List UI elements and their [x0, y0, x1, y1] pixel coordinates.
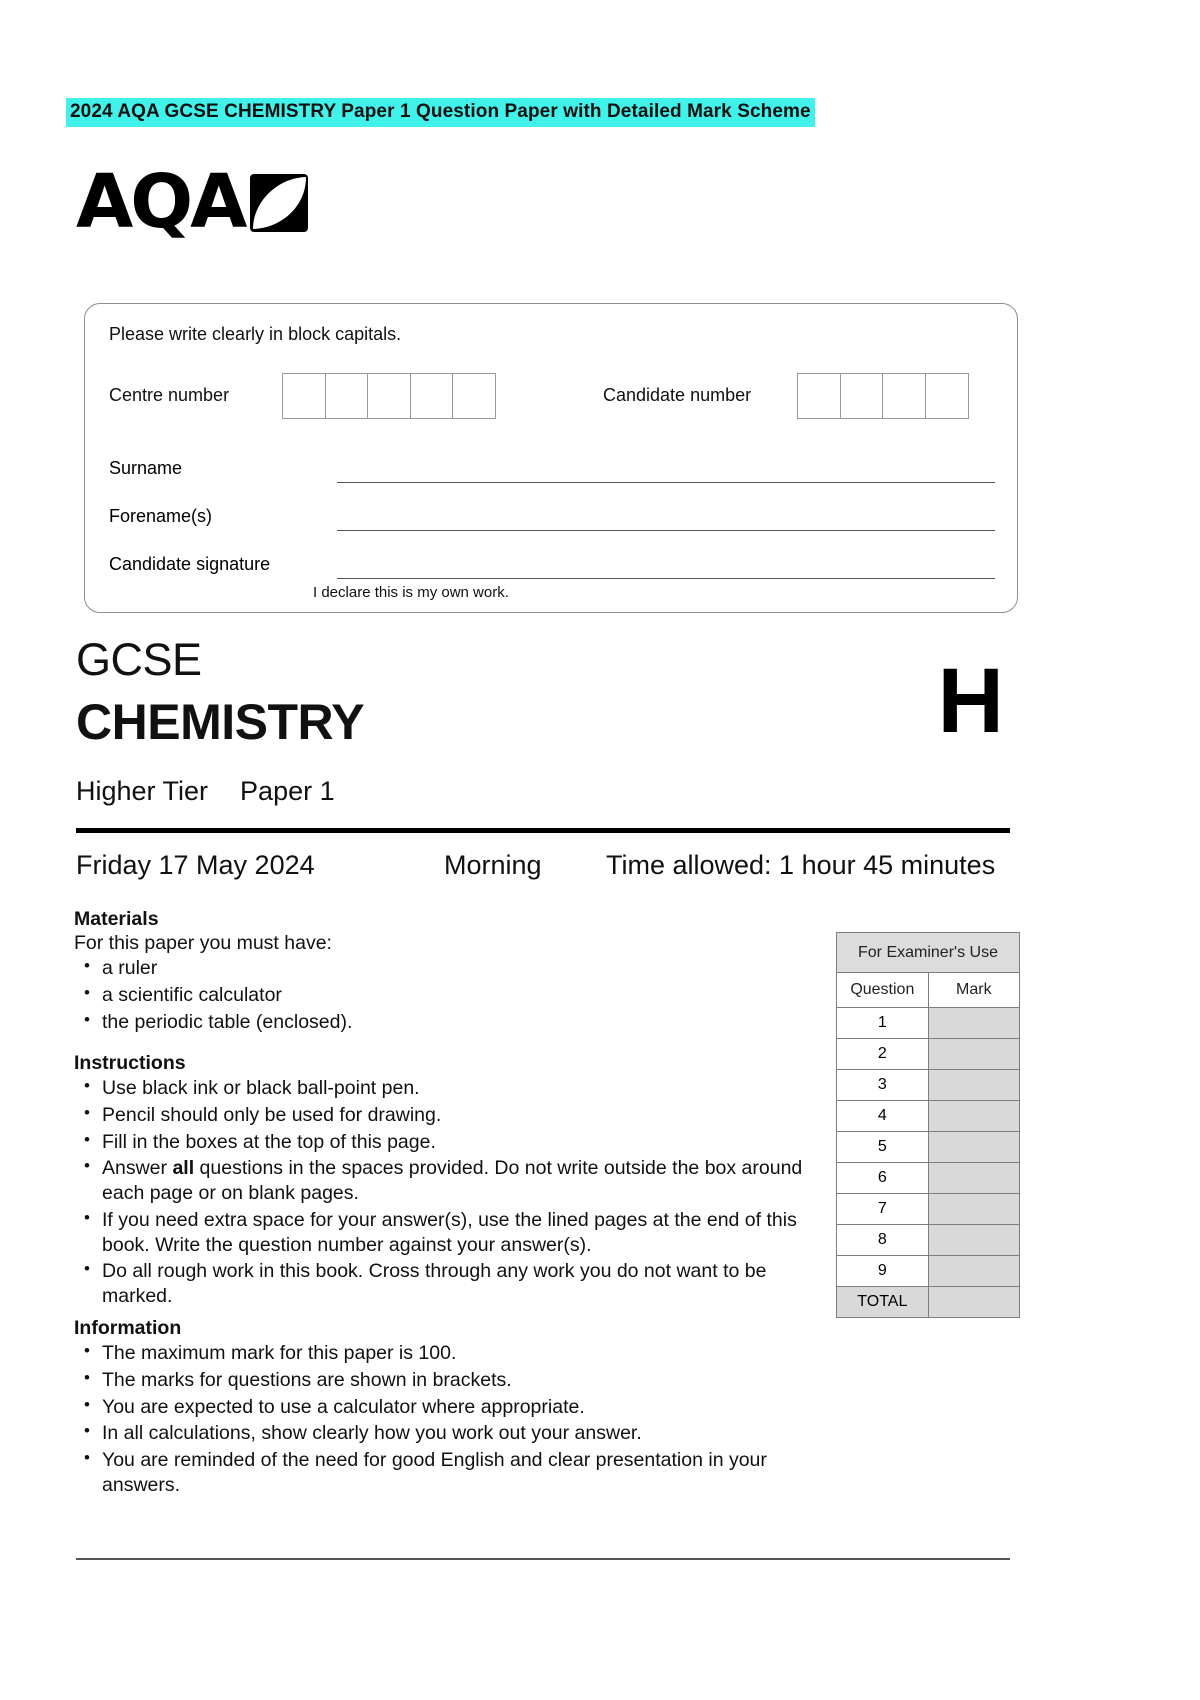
centre-number-char-5[interactable] — [452, 373, 496, 419]
question-number: 2 — [837, 1039, 929, 1070]
table-row — [837, 1008, 1020, 1039]
information-heading: Information — [74, 1317, 182, 1339]
list-item: • If you need extra space for your answer(s), use the lined pages at the end of this book. Write the question number against your answer(s). — [74, 1208, 804, 1258]
exam-time-allowed: Time allowed: 1 hour 45 minutes — [606, 850, 996, 880]
forenames-input-line[interactable] — [337, 530, 995, 531]
question-number: 5 — [837, 1132, 929, 1163]
tier-and-paper-line — [76, 776, 335, 807]
table-row — [837, 1256, 1020, 1287]
table-row — [837, 1039, 1020, 1070]
table-row — [837, 933, 1020, 973]
table-row — [837, 1163, 1020, 1194]
instructions-list — [74, 1076, 804, 1309]
question-number: 4 — [837, 1101, 929, 1132]
question-number: 1 — [837, 1008, 929, 1039]
exam-date: Friday 17 May 2024 — [76, 850, 315, 880]
subject-title: CHEMISTRY — [76, 694, 365, 750]
column-header-mark: Mark — [928, 973, 1019, 1008]
table-row — [837, 1287, 1020, 1318]
declaration-text: I declare this is my own work. — [313, 584, 509, 601]
question-number: 6 — [837, 1163, 929, 1194]
list-item: • In all calculations, show clearly how you work out your answer. — [74, 1421, 804, 1446]
table-row — [837, 1101, 1020, 1132]
total-label: TOTAL — [837, 1287, 929, 1318]
number-fields-row — [109, 372, 995, 424]
candidate-number-char-2[interactable] — [840, 373, 884, 419]
list-item: • Fill in the boxes at the top of this page. — [74, 1130, 804, 1155]
materials-lead: For this paper you must have: — [74, 932, 332, 954]
list-item: • Use black ink or black ball-point pen. — [74, 1076, 804, 1101]
exam-session-line — [76, 850, 1010, 890]
centre-number-input[interactable] — [282, 373, 496, 419]
banner-title: 2024 AQA GCSE CHEMISTRY Paper 1 Question Paper with Detailed Mark Scheme — [66, 98, 815, 127]
table-row — [837, 1132, 1020, 1163]
aqa-wordmark: AQA — [76, 159, 245, 245]
table-row — [837, 1070, 1020, 1101]
mark-cell[interactable] — [928, 1225, 1019, 1256]
question-number: 8 — [837, 1225, 929, 1256]
centre-number-char-1[interactable] — [282, 373, 326, 419]
materials-list — [74, 956, 804, 1034]
mark-cell[interactable] — [928, 1132, 1019, 1163]
surname-input-line[interactable] — [337, 482, 995, 483]
candidate-number-char-3[interactable] — [882, 373, 926, 419]
block-capitals-instruction: Please write clearly in block capitals. — [109, 324, 402, 344]
aqa-logo — [76, 159, 310, 245]
list-item: • Pencil should only be used for drawing. — [74, 1103, 804, 1128]
candidate-number-input[interactable] — [797, 373, 969, 419]
instructions-heading: Instructions — [74, 1052, 186, 1074]
title-divider — [76, 828, 1010, 833]
centre-number-label: Centre number — [109, 385, 230, 405]
aqa-leaf-icon — [248, 172, 310, 239]
candidate-signature-label: Candidate signature — [109, 554, 271, 574]
materials-section — [74, 908, 804, 1036]
surname-label: Surname — [109, 458, 183, 478]
mark-cell[interactable] — [928, 1039, 1019, 1070]
footer-divider — [76, 1558, 1010, 1560]
qualification-title: GCSE — [76, 634, 202, 685]
total-mark-cell[interactable] — [928, 1287, 1019, 1318]
materials-heading: Materials — [74, 908, 159, 930]
information-section — [74, 1317, 804, 1500]
candidate-number-char-1[interactable] — [797, 373, 841, 419]
list-item: • a scientific calculator — [74, 983, 804, 1008]
table-row — [837, 1225, 1020, 1256]
list-item: • Do all rough work in this book. Cross through any work you do not want to be marked. — [74, 1259, 804, 1309]
mark-cell[interactable] — [928, 1101, 1019, 1132]
mark-cell[interactable] — [928, 1194, 1019, 1225]
document-banner — [66, 98, 815, 127]
list-item: • Answer all questions in the spaces provided. Do not write outside the box around each page or on blank pages. — [74, 1156, 804, 1206]
information-list — [74, 1341, 804, 1498]
list-item: • The maximum mark for this paper is 100. — [74, 1341, 804, 1366]
centre-number-char-2[interactable] — [325, 373, 369, 419]
column-header-question: Question — [837, 973, 929, 1008]
forenames-field-row — [109, 506, 995, 540]
table-row — [837, 973, 1020, 1008]
forenames-label: Forename(s) — [109, 506, 213, 526]
examiner-use-table — [836, 932, 1020, 1318]
candidate-signature-input-line[interactable] — [337, 578, 995, 579]
tier-letter-badge: H — [937, 650, 1004, 752]
centre-number-char-3[interactable] — [367, 373, 411, 419]
list-item: • The marks for questions are shown in brackets. — [74, 1368, 804, 1393]
list-item: • You are expected to use a calculator where appropriate. — [74, 1395, 804, 1420]
mark-cell[interactable] — [928, 1256, 1019, 1287]
paper-label: Paper 1 — [240, 776, 335, 806]
table-row — [837, 1194, 1020, 1225]
surname-field-row — [109, 458, 995, 492]
candidate-details-box — [84, 303, 1018, 613]
examiner-table-header: For Examiner's Use — [837, 933, 1020, 973]
signature-field-row — [109, 554, 995, 588]
list-item: • the periodic table (enclosed). — [74, 1010, 804, 1035]
list-item: • a ruler — [74, 956, 804, 981]
candidate-number-char-4[interactable] — [925, 373, 969, 419]
question-number: 3 — [837, 1070, 929, 1101]
question-number: 7 — [837, 1194, 929, 1225]
centre-number-char-4[interactable] — [410, 373, 454, 419]
mark-cell[interactable] — [928, 1070, 1019, 1101]
list-item: • You are reminded of the need for good English and clear presentation in your answers. — [74, 1448, 804, 1498]
mark-cell[interactable] — [928, 1008, 1019, 1039]
candidate-number-label: Candidate number — [603, 385, 752, 405]
tier-label: Higher Tier — [76, 776, 209, 806]
question-number: 9 — [837, 1256, 929, 1287]
mark-cell[interactable] — [928, 1163, 1019, 1194]
instructions-section — [74, 1052, 804, 1311]
exam-session: Morning — [444, 850, 542, 880]
